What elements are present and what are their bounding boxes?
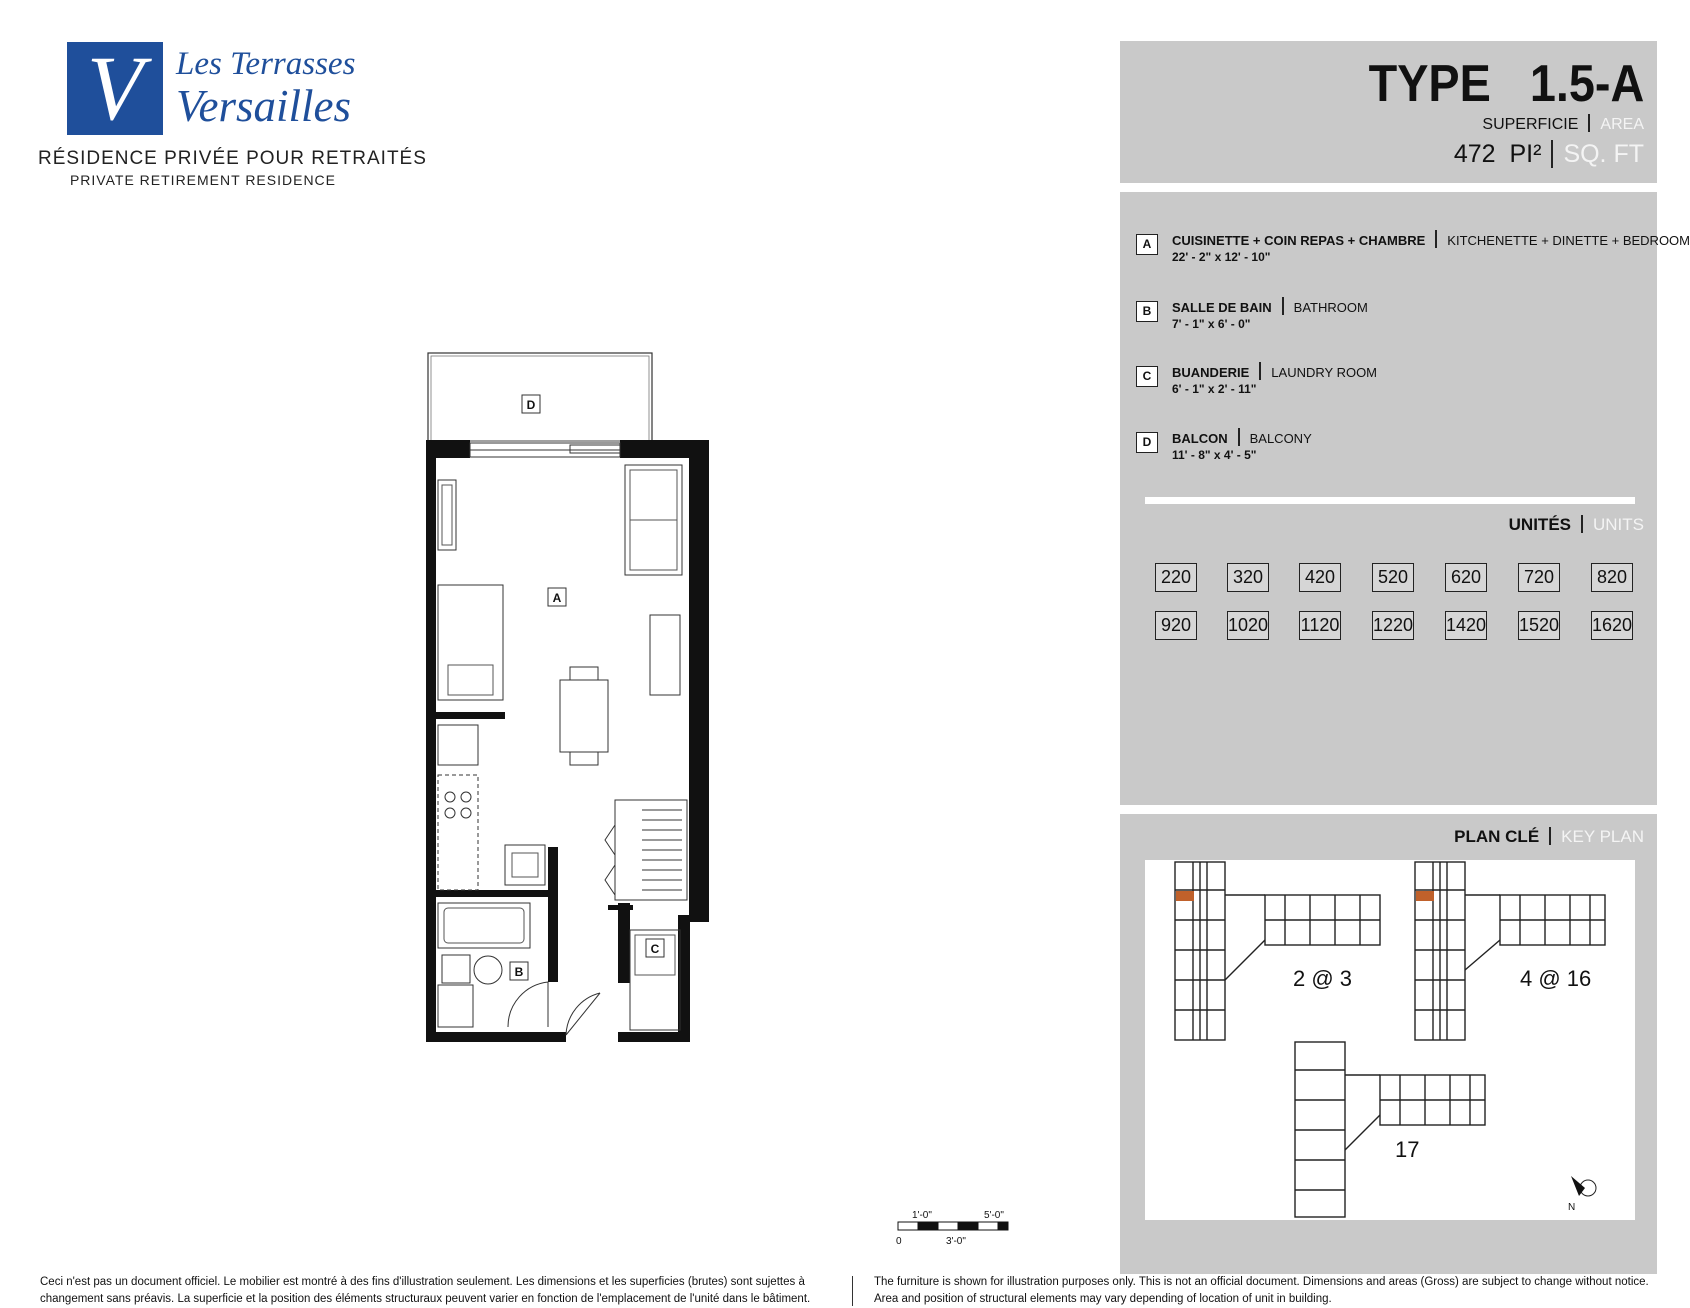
unit-number: 920 [1155, 611, 1197, 640]
room-dimensions: 22' - 2" x 12' - 10" [1172, 250, 1271, 264]
room-dimensions: 7' - 1" x 6' - 0" [1172, 317, 1251, 331]
scale-label: 3'-0" [946, 1236, 966, 1247]
floor-label-c: C [650, 942, 660, 956]
unit-number: 1020 [1227, 611, 1269, 640]
room-letter: A [1136, 234, 1158, 255]
key-plan-label: 4 @ 16 [1520, 966, 1592, 991]
floor-label-b: B [514, 965, 524, 979]
unit-number: 1520 [1518, 611, 1560, 640]
room-letter: D [1136, 432, 1158, 453]
room-letter: B [1136, 301, 1158, 322]
area-value: 472 PI² SQ. FT [1453, 140, 1644, 168]
unit-number: 820 [1591, 563, 1633, 592]
room-name: BUANDERIE LAUNDRY ROOM [1172, 362, 1377, 380]
unit-type-title: TYPE 1.5-A [1368, 55, 1644, 113]
area-label: SUPERFICIE AREA [1482, 116, 1644, 133]
key-plan-drawing [1145, 860, 1635, 1220]
room-name: BALCON BALCONY [1172, 428, 1312, 446]
footer-divider [852, 1276, 853, 1306]
key-plan-highlight-1 [1176, 891, 1194, 901]
scale-label: 0 [896, 1236, 902, 1247]
unit-number: 720 [1518, 563, 1560, 592]
unit-number: 1620 [1591, 611, 1633, 640]
key-plan-label: 17 [1395, 1137, 1420, 1162]
floor-plan [420, 345, 720, 1045]
unit-number: 1220 [1372, 611, 1414, 640]
panel-divider [1145, 497, 1635, 504]
north-arrow-icon [1568, 1176, 1596, 1213]
scale-label: 1'-0" [912, 1210, 932, 1221]
floor-label-d: D [526, 398, 536, 412]
disclaimer-fr: Ceci n'est pas un document officiel. Le mobilier est montré à des fins d'illustration seulement. Les dimensions et les superficies (brutes) sont sujettes à changement sans préavis. La superficie et la position des éléments structuraux peuvent varier en fonction de l'emplacement de l'unité dans le bâtiment. [40, 1276, 811, 1305]
brand-name-line2: Versailles [176, 81, 351, 131]
north-label: N [1568, 1202, 1576, 1213]
key-plan-title: PLAN CLÉ KEY PLAN [1454, 827, 1644, 846]
unit-number: 420 [1299, 563, 1341, 592]
room-name: SALLE DE BAIN BATHROOM [1172, 297, 1368, 315]
unit-number: 520 [1372, 563, 1414, 592]
unit-number: 220 [1155, 563, 1197, 592]
tagline-fr: RÉSIDENCE PRIVÉE POUR RETRAITÉS [38, 148, 427, 169]
room-dimensions: 6' - 1" x 2' - 11" [1172, 382, 1257, 396]
logo-letter: V [86, 37, 144, 139]
room-name: CUISINETTE + COIN REPAS + CHAMBRE KITCHENETTE + DINETTE + BEDROOM [1172, 230, 1690, 248]
scale-label: 5'-0" [984, 1210, 1004, 1221]
disclaimer-en: The furniture is shown for illustration purposes only. This is not an official document. Dimensions and areas (Gross) are subject to change without notice. Area and position of structural elements may vary depending of location of unit in building. [874, 1276, 1649, 1305]
unit-number: 320 [1227, 563, 1269, 592]
key-plan-label: 2 @ 3 [1293, 966, 1353, 991]
units-title: UNITÉS UNITS [1508, 515, 1644, 534]
unit-number: 1420 [1445, 611, 1487, 640]
floor-label-a: A [552, 591, 562, 605]
room-letter: C [1136, 366, 1158, 387]
tagline-en: PRIVATE RETIREMENT RESIDENCE [69, 172, 337, 188]
key-plan-highlight-2 [1416, 891, 1434, 901]
unit-number: 620 [1445, 563, 1487, 592]
unit-number: 1120 [1299, 611, 1341, 640]
brand-name-line1: Les Terrasses [176, 46, 356, 82]
scale-bar [896, 1208, 1016, 1261]
room-dimensions: 11' - 8" x 4' - 5" [1172, 448, 1257, 462]
